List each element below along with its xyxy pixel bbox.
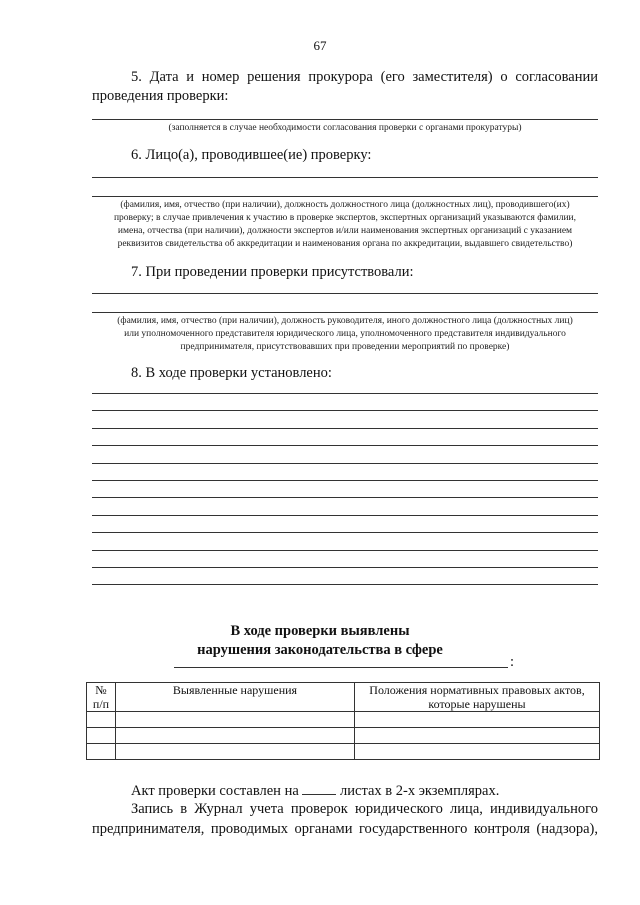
table-header-row <box>87 683 600 712</box>
section8-fill-line[interactable] <box>92 584 598 585</box>
act-sheets-count-blank[interactable] <box>302 780 336 795</box>
col-number-line1: № <box>95 683 107 697</box>
violations-table <box>86 682 600 760</box>
section6-hint-line: (фамилия, имя, отчество (при наличии), должность должностного лица (должностных лиц), проводившего(их) <box>120 200 570 210</box>
section6-hint-line: реквизитов свидетельства об аккредитации и наименования органа по аккредитации, выдавшего свидетельство) <box>117 239 573 249</box>
table-cell[interactable] <box>87 712 116 728</box>
violations-colon: : <box>510 654 515 670</box>
violations-heading-line1: В ходе проверки выявлены <box>230 623 410 639</box>
section6-hint <box>86 199 604 251</box>
act-sheets-before: Акт проверки составлен на <box>131 783 299 799</box>
section8-fill-line[interactable] <box>92 410 598 411</box>
section7-fill-line-1[interactable] <box>92 293 598 294</box>
section7-hint <box>86 315 604 354</box>
section5-hint: (заполняется в случае необходимости согласования проверки с органами прокуратуры) <box>168 123 522 133</box>
section8-fill-line[interactable] <box>92 480 598 481</box>
section8-fill-line[interactable] <box>92 393 598 394</box>
section8-fill-line[interactable] <box>92 497 598 498</box>
section5-line2: проведения проверки: <box>92 88 229 104</box>
act-sheets-line <box>131 780 598 801</box>
journal-line2: предпринимателя, проводимых органами государственного контроля (надзора), <box>92 821 598 837</box>
table-cell[interactable] <box>87 728 116 744</box>
section7-hint-line: предпринимателя, присутствовавших при проведении мероприятий по проверке) <box>180 342 510 352</box>
col-violations-header: Выявленные нарушения <box>116 683 355 712</box>
col-number-line2: п/п <box>92 697 110 711</box>
violations-heading-line2: нарушения законодательства в сфере <box>197 642 443 658</box>
table-cell[interactable] <box>116 728 355 744</box>
table-cell[interactable] <box>355 728 600 744</box>
table-row <box>87 744 600 760</box>
col-norms-line1: Положения нормативных правовых актов, <box>369 683 585 697</box>
section7-hint-line: (фамилия, имя, отчество (при наличии), должность руководителя, иного должностного лица (должностных лиц) <box>117 316 573 326</box>
page-number: 67 <box>313 38 327 53</box>
section5-line1: 5. Дата и номер решения прокурора (его заместителя) о согласовании <box>131 69 598 85</box>
table-cell[interactable] <box>355 712 600 728</box>
act-sheets-after: листах в 2-х экземплярах. <box>340 783 500 799</box>
section8-fill-line[interactable] <box>92 428 598 429</box>
section5-fill-line[interactable] <box>92 119 598 120</box>
section6-fill-line-2[interactable] <box>92 196 598 197</box>
section6-fill-line-1[interactable] <box>92 177 598 178</box>
section8-fill-line[interactable] <box>92 515 598 516</box>
section6-title: 6. Лицо(а), проводившее(ие) проверку: <box>131 147 372 163</box>
section8-fill-line[interactable] <box>92 567 598 568</box>
section8-title: 8. В ходе проверки установлено: <box>131 365 332 381</box>
section8-fill-line[interactable] <box>92 532 598 533</box>
section7-fill-line-2[interactable] <box>92 312 598 313</box>
table-cell[interactable] <box>116 744 355 760</box>
section8-fill-line[interactable] <box>92 550 598 551</box>
table-row <box>87 712 600 728</box>
section7-hint-line: или уполномоченного представителя юридического лица, уполномоченного представителя индивидуального <box>124 329 566 339</box>
table-row <box>87 728 600 744</box>
section8-fill-line[interactable] <box>92 445 598 446</box>
table-cell[interactable] <box>355 744 600 760</box>
section6-hint-line: имена, отчества (при наличии), должности экспертов и/или наименования экспертных организаций с указанием <box>117 226 573 236</box>
table-cell[interactable] <box>116 712 355 728</box>
table-cell[interactable] <box>87 744 116 760</box>
section6-hint-line: проверку; в случае привлечения к участию в проверке экспертов, экспертных организаций указываются фамилии, <box>113 213 577 223</box>
journal-line1: Запись в Журнал учета проверок юридического лица, индивидуального <box>131 801 598 817</box>
violations-sphere-fill-line[interactable] <box>174 667 508 668</box>
section8-fill-line[interactable] <box>92 463 598 464</box>
col-norms-line2: которые нарушены <box>428 697 526 711</box>
col-number-header <box>87 683 116 712</box>
col-norms-header <box>355 683 600 712</box>
section7-title: 7. При проведении проверки присутствовали: <box>131 264 414 280</box>
